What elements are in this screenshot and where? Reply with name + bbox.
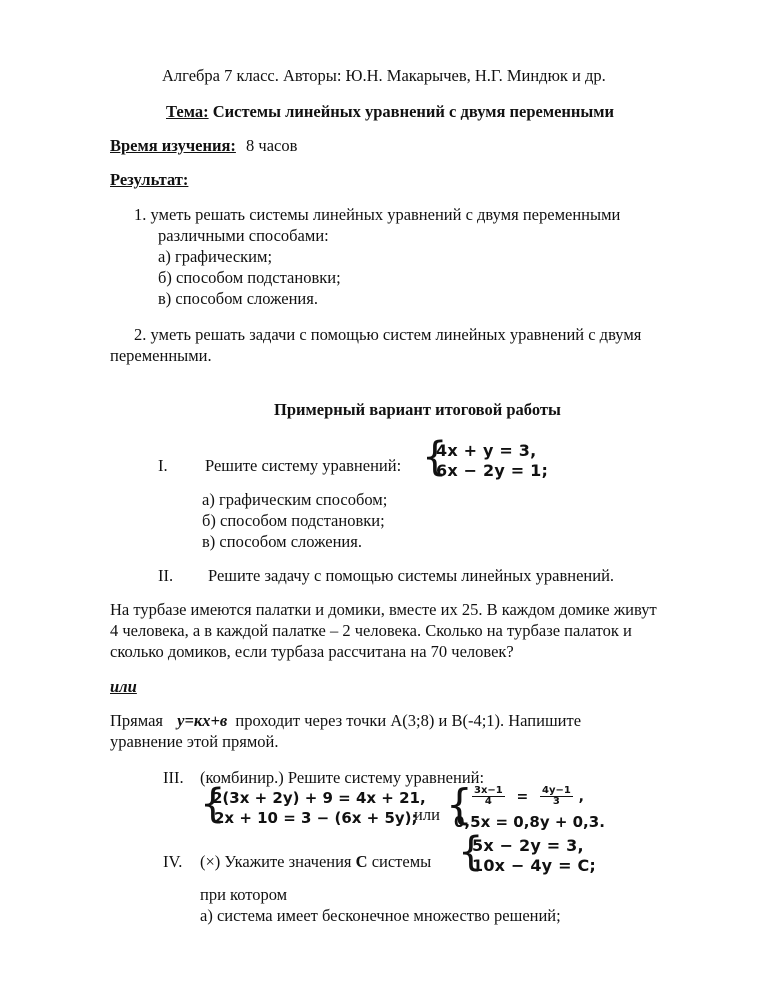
duration-text: 8 часов <box>246 136 298 155</box>
topic-text: Системы линейных уравнений с двумя переменными <box>208 102 615 121</box>
task2-alt-l1 <box>110 711 581 731</box>
topic-line <box>166 102 614 122</box>
task1-b: б) способом подстановки; <box>202 511 385 530</box>
task4-eq2: 10x − 4y = C; <box>472 856 596 875</box>
task3-sys2-eq2: 0,5x = 0,8y + 0,3. <box>454 813 605 831</box>
task1-system <box>422 434 549 483</box>
document-header: Алгебра 7 класс. Авторы: Ю.Н. Макарычев, Н.Г. Миндюк и др. <box>162 66 606 85</box>
task1-text: Решите систему уравнений: <box>205 456 402 475</box>
task4-which: при котором <box>200 885 288 904</box>
task4-a: а) система имеет бесконечное множество решений; <box>200 906 561 925</box>
topic-label: Тема: <box>166 102 209 121</box>
task4-eq1: 5x − 2y = 3, <box>472 836 584 855</box>
task2-problem-l2: 4 человека, а в каждой палатке – 2 человека. Сколько на турбазе палаток и <box>110 621 632 640</box>
task4-number: IV. <box>163 852 183 871</box>
task4-c-label: С <box>355 852 368 871</box>
result-item1-c: в) способом сложения. <box>158 289 318 308</box>
task3-sys1-eq1: 2(3x + 2y) + 9 = 4x + 21, <box>212 789 426 807</box>
task1-eq2: 6x − 2y = 1; <box>436 461 549 480</box>
task1-c: в) способом сложения. <box>202 532 362 551</box>
task2-number: II. <box>158 566 174 585</box>
task1-eq1: 4x + y = 3, <box>436 441 537 460</box>
task3-system2 <box>446 780 606 832</box>
brace-icon: { <box>200 781 226 827</box>
task1-number: I. <box>158 456 168 475</box>
task3-or: или <box>414 805 440 824</box>
result-label: Результат: <box>110 170 189 189</box>
task3-sys1-eq2: 2x + 10 = 3 − (6x + 5y); <box>214 809 418 827</box>
task4-text: (×) Укажите значения С системы <box>200 852 432 871</box>
result-item1-a: а) графическим; <box>158 247 273 266</box>
task2-text: Решите задачу с помощью системы линейных уравнений. <box>208 566 615 585</box>
fraction-1: $\frac{3x-1}{4}$ <box>474 785 503 807</box>
result-item1-line1: 1. уметь решать системы линейных уравнений с двумя переменными <box>134 205 621 224</box>
result-item1-b: б) способом подстановки; <box>158 268 341 287</box>
task3-sys2-eq1: $\frac{3x-1}{4}$ = $\frac{4y-1}{3}$ , <box>474 785 584 807</box>
task4-system <box>458 829 596 878</box>
task2-problem-l1: На турбазе имеются палатки и домики, вместе их 25. В каждом домике живут <box>110 600 657 619</box>
task2-alt-l1-start: Прямая <box>110 711 163 730</box>
task3-text: (комбинир.) Решите систему уравнений: <box>200 768 485 787</box>
fraction-2: $\frac{4y-1}{3}$ <box>541 785 571 807</box>
task1-a: а) графическим способом; <box>202 490 388 509</box>
task3-number: III. <box>163 768 184 787</box>
duration-label: Время изучения: <box>110 136 236 155</box>
task3-system1 <box>200 781 426 830</box>
result-item2-line2: переменными. <box>110 346 212 365</box>
task2-or: или <box>110 677 137 696</box>
task2-alt-formula: у=кх+в <box>177 711 228 730</box>
brace-icon: { <box>458 829 484 875</box>
task2-alt-l2: уравнение этой прямой. <box>110 732 279 751</box>
result-item1-line2: различными способами: <box>158 226 329 245</box>
task2-alt-l1-end: проходит через точки А(3;8) и В(-4;1). Напишите <box>235 711 582 730</box>
brace-icon: { <box>446 780 473 829</box>
brace-icon: { <box>422 434 448 480</box>
duration-line <box>110 136 297 156</box>
task2-problem-l3: сколько домиков, если турбаза рассчитана на 70 человек? <box>110 642 514 661</box>
result-item2-line1: 2. уметь решать задачи с помощью систем линейных уравнений с двумя <box>134 325 642 344</box>
final-work-title: Примерный вариант итоговой работы <box>274 400 561 419</box>
